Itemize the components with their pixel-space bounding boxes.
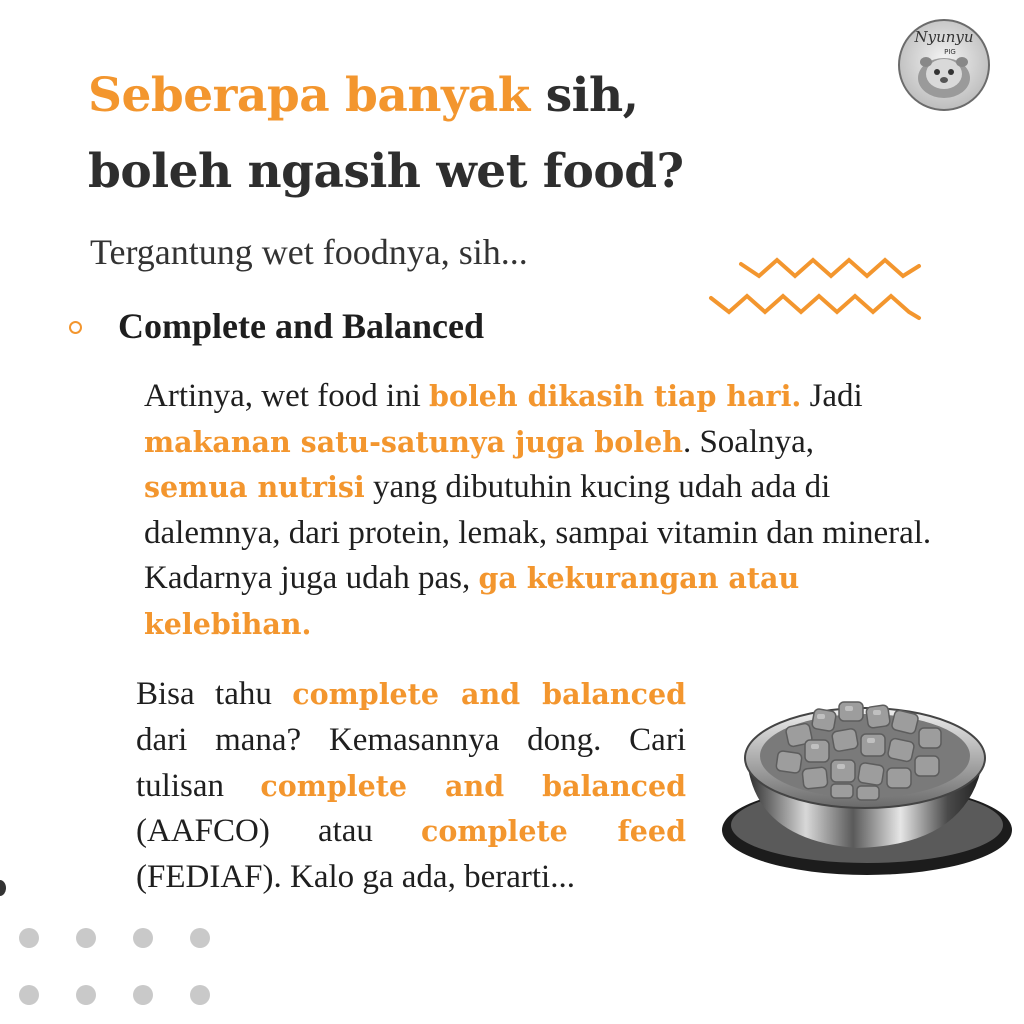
para1-text-1: Artinya, wet food ini xyxy=(144,378,430,414)
title-highlight: Seberapa banyak xyxy=(88,68,530,123)
dot-icon xyxy=(19,985,39,1005)
para2-text-1: Bisa tahu xyxy=(136,676,293,712)
wet-food-bowl-image xyxy=(707,680,1012,880)
section-heading: Complete and Balanced xyxy=(118,306,485,346)
para1-text-3: . Soalnya, xyxy=(682,423,815,460)
title-line1-rest: sih, xyxy=(529,68,639,123)
para2-text-4: (FEDIAF). Kalo ga ada, berarti... xyxy=(136,859,575,896)
zigzag-decoration-icon xyxy=(705,250,925,330)
page-title xyxy=(88,58,808,210)
para1-highlight-1: boleh dikasih tiap hari. xyxy=(429,379,802,413)
dot-grid-decoration xyxy=(19,928,219,1008)
edge-dot-decoration xyxy=(0,880,6,896)
para2-highlight-3: complete feed xyxy=(421,814,686,849)
para2-highlight-2: complete and balanced xyxy=(260,768,687,803)
dot-icon xyxy=(76,928,96,948)
logo-text: Nyunyu xyxy=(914,28,974,46)
subtitle: Tergantung wet foodnya, sih... xyxy=(90,232,528,272)
para1-highlight-4: ga kekurangan atau kelebihan. xyxy=(144,561,800,641)
para2-text-2: dari mana? Kemasannya dong. Cari tulisan xyxy=(136,721,686,804)
para2-text-3: (AAFCO) atau xyxy=(136,813,422,850)
brand-logo xyxy=(897,18,991,112)
dot-icon xyxy=(76,985,96,1005)
para1-text-2: Jadi xyxy=(801,378,863,414)
ring-bullet-icon xyxy=(69,321,82,334)
para1-text-4: yang dibutuhin kucing udah ada di dalemnya, dari protein, lemak, sampai vitamin dan mineral. Kadarnya juga udah pas, xyxy=(144,469,932,596)
paragraph-how-to-know xyxy=(136,672,686,901)
dot-icon xyxy=(133,928,153,948)
dot-icon xyxy=(190,985,210,1005)
para1-highlight-2: makanan satu-satunya juga boleh xyxy=(144,424,683,459)
dot-icon xyxy=(190,928,210,948)
logo-subtext: PIG xyxy=(944,48,956,56)
para2-highlight-1: complete and balanced xyxy=(292,677,686,711)
title-line2: boleh ngasih wet food? xyxy=(88,144,684,199)
dot-icon xyxy=(19,928,39,948)
para1-highlight-3: semua nutrisi xyxy=(144,470,365,504)
paragraph-complete-balanced xyxy=(144,374,934,647)
dot-icon xyxy=(133,985,153,1005)
